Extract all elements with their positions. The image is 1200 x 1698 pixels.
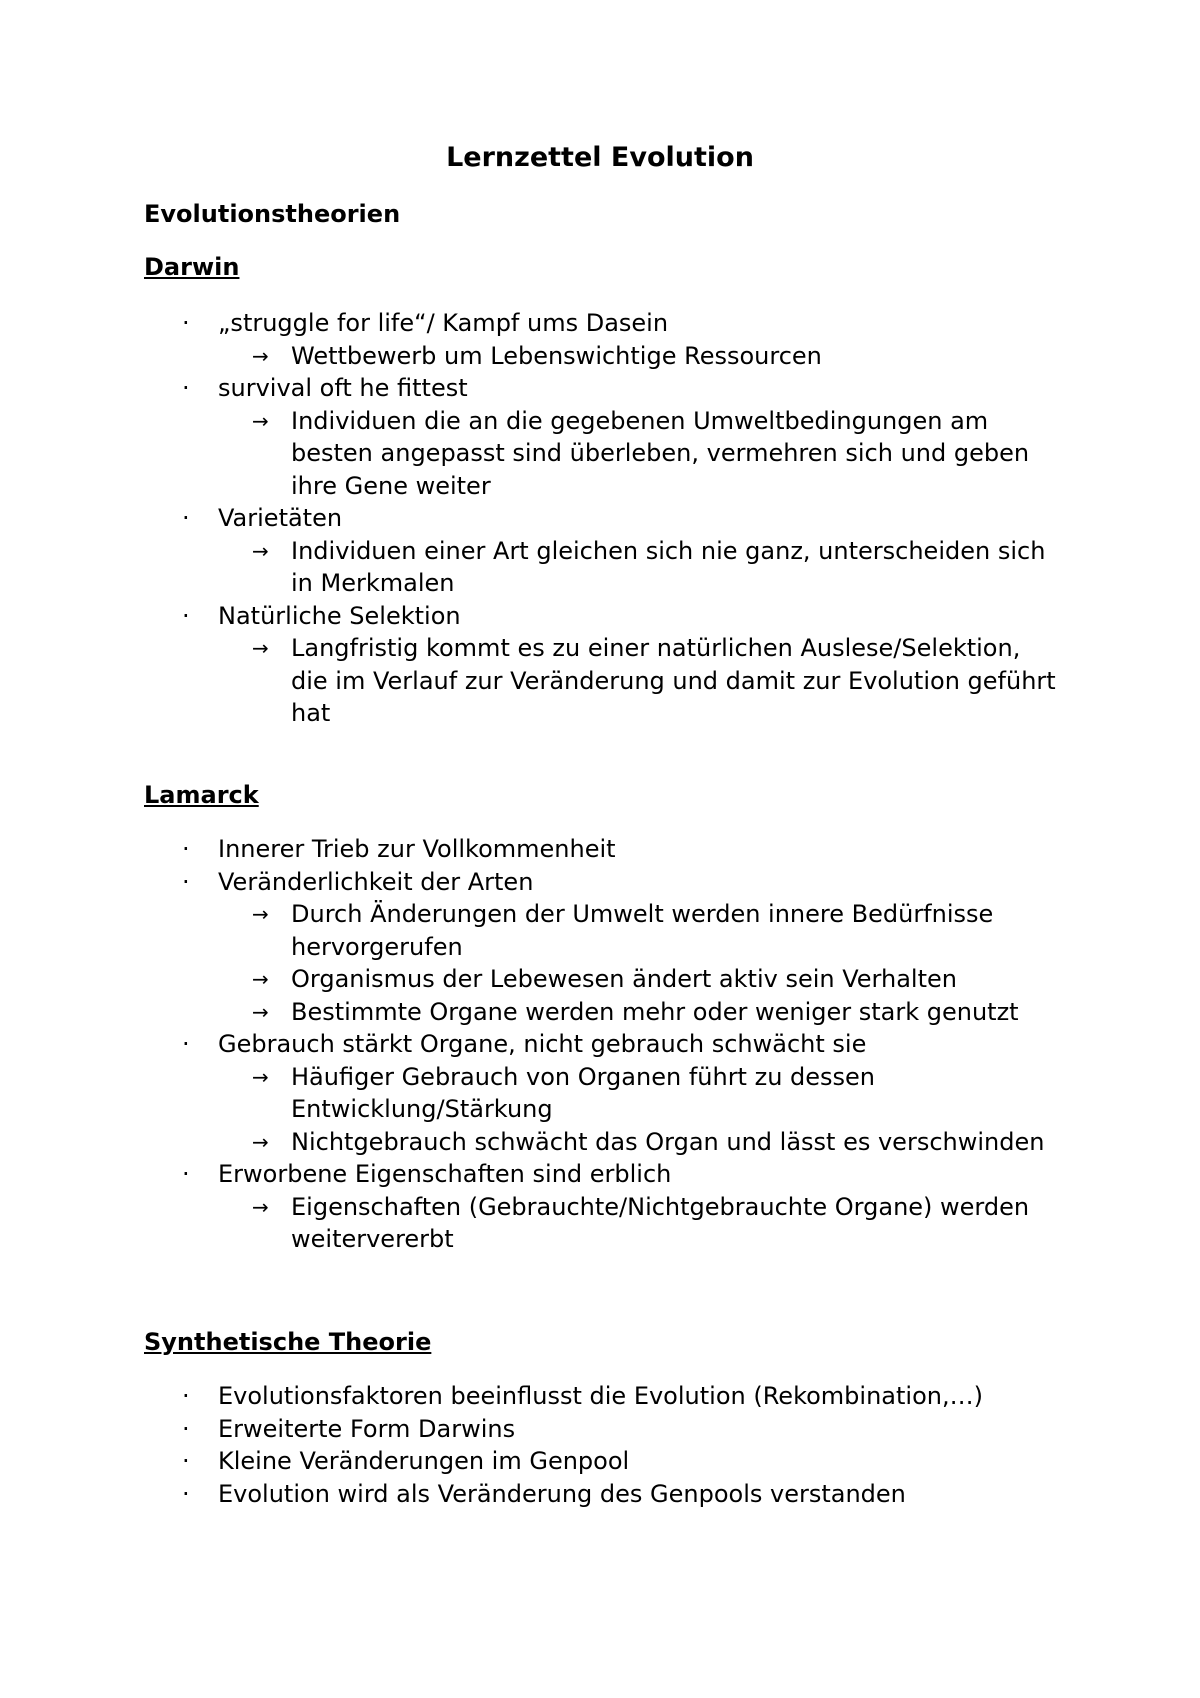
- list-item: · Varietäten: [0, 502, 1200, 535]
- list-item: · Evolutionsfaktoren beeinflusst die Evolution (Rekombination,…): [0, 1380, 1200, 1413]
- lamarck-list: [0, 833, 1200, 1256]
- list-item: · Evolution wird als Veränderung des Genpools verstanden: [0, 1478, 1200, 1511]
- list-item: · Kleine Veränderungen im Genpool: [0, 1445, 1200, 1478]
- sub-list-item: → Wettbewerb um Lebenswichtige Ressourcen: [0, 340, 1200, 373]
- darwin-heading: Darwin: [144, 253, 240, 281]
- synthetic-heading: Synthetische Theorie: [144, 1328, 432, 1356]
- sub-list-item: → Nichtgebrauch schwächt das Organ und lässt es verschwinden: [0, 1126, 1200, 1159]
- list-item: · Natürliche Selektion: [0, 600, 1200, 633]
- list-item: · Erweiterte Form Darwins: [0, 1413, 1200, 1446]
- sub-list-item: → Langfristig kommt es zu einer natürlichen Auslese/Selektion, die im Verlauf zur Veränderung und damit zur Evolution geführt hat: [0, 632, 1200, 730]
- sub-list-item: → Organismus der Lebewesen ändert aktiv sein Verhalten: [0, 963, 1200, 996]
- page-title: Lernzettel Evolution: [446, 142, 754, 173]
- list-item: · „struggle for life“/ Kampf ums Dasein: [0, 307, 1200, 340]
- darwin-list: [0, 307, 1200, 730]
- list-item: · Innerer Trieb zur Vollkommenheit: [0, 833, 1200, 866]
- lamarck-heading: Lamarck: [144, 781, 259, 809]
- sub-list-item: → Durch Änderungen der Umwelt werden innere Bedürfnisse hervorgerufen: [0, 898, 1200, 963]
- sub-list-item: → Bestimmte Organe werden mehr oder weniger stark genutzt: [0, 996, 1200, 1029]
- list-item: · Erworbene Eigenschaften sind erblich: [0, 1158, 1200, 1191]
- list-item: · Gebrauch stärkt Organe, nicht gebrauch schwächt sie: [0, 1028, 1200, 1061]
- sub-list-item: → Individuen einer Art gleichen sich nie ganz, unterscheiden sich in Merkmalen: [0, 535, 1200, 600]
- list-item: · Veränderlichkeit der Arten: [0, 866, 1200, 899]
- sub-list-item: → Eigenschaften (Gebrauchte/Nichtgebrauchte Organe) werden weitervererbt: [0, 1191, 1200, 1256]
- sub-list-item: → Häufiger Gebrauch von Organen führt zu dessen Entwicklung/Stärkung: [0, 1061, 1200, 1126]
- section-heading: Evolutionstheorien: [144, 200, 401, 228]
- sub-list-item: → Individuen die an die gegebenen Umweltbedingungen am besten angepasst sind überleben, vermehren sich und geben ihre Gene weiter: [0, 405, 1200, 503]
- synthetic-list: [0, 1380, 1200, 1510]
- list-item: · survival oft he fittest: [0, 372, 1200, 405]
